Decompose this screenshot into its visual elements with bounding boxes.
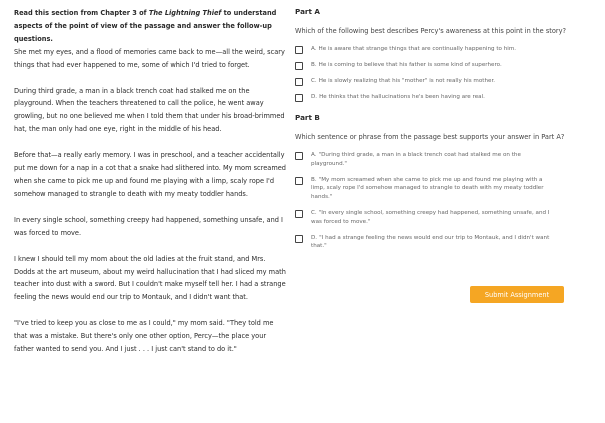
passage-paragraph: Before that—a really early memory. I was in preschool, and a teacher accidentally put me down for a nap in a cot that a snake had slithered into. My mom screamed when she came to pick me up and found me playing with a limp, scaly rope I'd somehow managed to strangle to death with my meaty toddler hands. [14, 151, 286, 198]
part-a-option-d[interactable] [295, 93, 595, 102]
option-letter: B. [311, 176, 317, 183]
option-letter: C. [311, 209, 317, 216]
option-text: He is coming to believe that his father is some kind of superhero. [318, 62, 502, 68]
option-letter: D. [311, 94, 318, 100]
option-letter: A. [311, 152, 317, 158]
passage-paragraph: She met my eyes, and a flood of memories came back to me—all the weird, scary things that had ever happened to me, some of which I'd tried to forget. [14, 47, 285, 69]
part-b-option-c[interactable] [295, 209, 595, 227]
questions-panel [295, 7, 595, 258]
part-a-question: Which of the following best describes Percy's awareness at this point in the story? [295, 27, 567, 35]
instruction-suffix: to understand aspects of the point of view of the passage and answer the follow-up questions. [14, 9, 277, 43]
part-b-title: Part B [295, 113, 320, 122]
option-text: "In every single school, something creepy had happened, something unsafe, and I was forced to move." [311, 209, 550, 225]
checkbox[interactable] [295, 152, 303, 160]
part-a-option-b[interactable] [295, 61, 595, 70]
checkbox[interactable] [295, 177, 303, 185]
passage-paragraph: During third grade, a man in a black trench coat had stalked me on the playground. When the teachers threatened to call the police, he went away growling, but no one believed me when I told them that under his broad-brimmed hat, the man only had one eye, right in the middle of his head. [14, 86, 285, 134]
checkbox[interactable] [295, 235, 303, 243]
checkbox[interactable] [295, 210, 303, 218]
passage-paragraph: I knew I should tell my mom about the old ladies at the fruit stand, and Mrs. Dodds at the art museum, about my weird hallucination that I had sliced my math teacher into dust with a sword. But I couldn't make myself tell her. I had a strange feeling the news would end our trip to Montauk, and I didn't want that. [14, 254, 286, 302]
option-letter: B. [311, 62, 317, 68]
option-text: He thinks that the hallucinations he's been having are real. [319, 94, 485, 100]
option-text: "I had a strange feeling the news would end our trip to Montauk, and I didn't want that." [311, 234, 550, 250]
option-letter: C. [311, 78, 317, 84]
submit-assignment-button[interactable]: Submit Assignment [470, 286, 564, 303]
checkbox[interactable] [295, 78, 303, 86]
passage-instructions [14, 7, 286, 46]
part-a-option-c[interactable] [295, 77, 595, 86]
checkbox[interactable] [295, 94, 303, 102]
part-b-option-b[interactable] [295, 176, 595, 202]
part-a-title: Part A [295, 7, 320, 16]
passage-panel [14, 7, 286, 369]
option-text: He is slowly realizing that his "mother" is not really his mother. [318, 78, 496, 84]
instruction-prefix: Read this section from Chapter 3 of [14, 9, 149, 17]
passage-paragraph: "I've tried to keep you as close to me as I could," my mom said. "They told me that was a mistake. But there's only one other option, Percy—the place your father wanted to send you. And I just . . . I just can't stand to do it." [14, 319, 274, 354]
option-letter: D. [311, 234, 318, 241]
checkbox[interactable] [295, 62, 303, 70]
option-text: He is aware that strange things that are continually happening to him. [318, 46, 517, 52]
book-title: The Lightning Thief [148, 9, 222, 17]
option-text: "My mom screamed when she came to pick me up and found me playing with a limp, scaly rope I'd somehow managed to strangle to death with my meaty toddler hands." [311, 176, 544, 201]
option-letter: A. [311, 46, 317, 52]
part-b-question: Which sentence or phrase from the passage best supports your answer in Part A? [295, 133, 565, 141]
part-a-option-a[interactable] [295, 45, 595, 54]
passage-paragraph: In every single school, something creepy had happened, something unsafe, and I was forced to move. [14, 215, 284, 237]
checkbox[interactable] [295, 46, 303, 54]
option-text: "During third grade, a man in a black trench coat had stalked me on the playground." [311, 152, 521, 167]
part-b-option-d[interactable] [295, 234, 595, 252]
part-b-option-a[interactable] [295, 151, 595, 169]
